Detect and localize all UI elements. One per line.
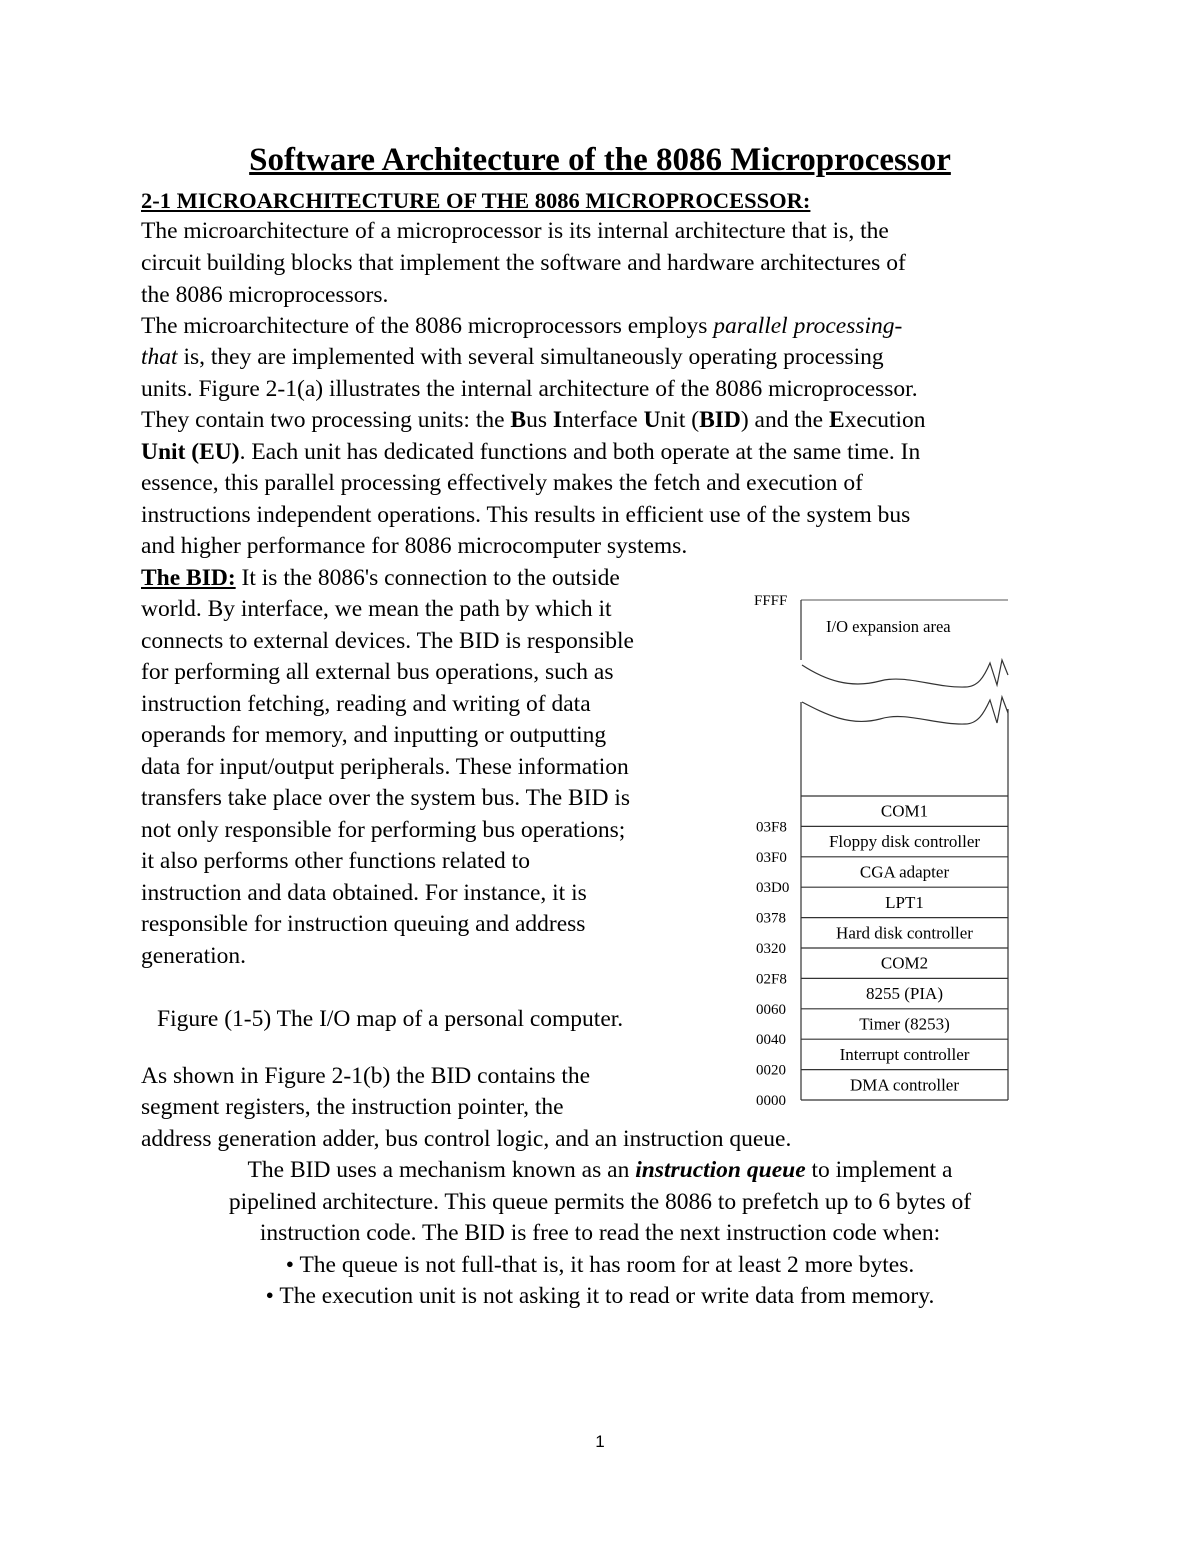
bid-line: connects to external devices. The BID is responsible	[141, 628, 634, 654]
bid-line: for performing all external bus operations, such as	[141, 659, 614, 685]
io-row-label: Hard disk controller	[836, 923, 973, 943]
io-address-label: 0378	[756, 910, 786, 927]
bid-line: generation.	[141, 943, 247, 969]
bullet-item-2: • The execution unit is not asking it to read or write data from memory.	[265, 1283, 935, 1309]
io-address-label: 03F8	[756, 819, 787, 836]
para1-line-1: The microarchitecture of a microprocessor is its internal architecture that is, the	[141, 218, 889, 244]
io-row-label: Floppy disk controller	[828, 832, 981, 852]
bid-line: operands for memory, and inputting or outputting	[141, 722, 607, 748]
para2-line-6: essence, this parallel processing effectively makes the fetch and execution of	[141, 470, 863, 496]
para2-line-8: and higher performance for 8086 microcomputer systems.	[141, 533, 688, 559]
bid-line: it also performs other functions related to	[141, 848, 530, 874]
io-break-line-upper	[802, 660, 1008, 687]
bid-line: not only responsible for performing bus operations;	[141, 817, 626, 843]
para1-line-2: circuit building blocks that implement the software and hardware architectures of	[141, 250, 906, 276]
io-rows	[756, 796, 1008, 1109]
para4-line-1: The BID uses a mechanism known as an instruction queue to implement a	[247, 1157, 953, 1183]
bid-line-1: The BID: It is the 8086's connection to the outside	[141, 565, 620, 591]
section-heading: 2-1 MICROARCHITECTURE OF THE 8086 MICROPROCESSOR:	[141, 188, 811, 213]
figure-caption: Figure (1-5) The I/O map of a personal computer.	[157, 1006, 624, 1032]
para3-line-1: As shown in Figure 2-1(b) the BID contains the	[141, 1063, 591, 1089]
io-address-label: 03D0	[756, 880, 790, 897]
instruction-queue-term: instruction queue	[635, 1157, 806, 1183]
bid-line: transfers take place over the system bus. The BID is	[141, 785, 631, 811]
para2-line-3: units. Figure 2-1(a) illustrates the internal architecture of the 8086 microprocessor.	[141, 376, 918, 402]
para4-line-3: instruction code. The BID is free to read the next instruction code when:	[259, 1220, 941, 1246]
para2-line-4: They contain two processing units: the Bus Interface Unit (BID) and the Execution	[141, 407, 926, 433]
bullet-item-1: • The queue is not full-that is, it has room for at least 2 more bytes.	[285, 1252, 915, 1278]
bid-line: instruction and data obtained. For instance, it is	[141, 880, 587, 906]
bid-label: The BID:	[141, 565, 236, 591]
io-row-label: 8255 (PIA)	[866, 984, 943, 1004]
para3-line-2: segment registers, the instruction pointer, the	[141, 1094, 564, 1120]
io-row-label: Timer (8253)	[859, 1014, 950, 1034]
io-row-label: COM2	[880, 953, 929, 973]
bid-line: instruction fetching, reading and writing of data	[141, 691, 591, 717]
io-address-label: 0000	[756, 1093, 786, 1109]
io-address-label: 0020	[756, 1062, 786, 1079]
io-break-line-lower	[802, 697, 1008, 724]
io-address-label: FFFF	[754, 593, 788, 609]
io-address-label: 03F0	[756, 849, 787, 866]
io-map-figure	[740, 585, 1020, 1110]
io-expansion-label: I/O expansion area	[826, 617, 951, 636]
para3-line-3: address generation adder, bus control logic, and an instruction queue.	[141, 1126, 792, 1152]
para2-line-2: that is, they are implemented with several simultaneously operating processing	[141, 344, 884, 370]
para4-line-2: pipelined architecture. This queue permits the 8086 to prefetch up to 6 bytes of	[228, 1189, 972, 1215]
io-address-label: 0040	[756, 1032, 786, 1049]
bid-line: data for input/output peripherals. These information	[141, 754, 629, 780]
para2-line-1: The microarchitecture of the 8086 microprocessors employs parallel processing-	[141, 313, 903, 339]
io-address-label: 0320	[756, 941, 786, 957]
page-title: Software Architecture of the 8086 Microprocessor	[249, 142, 951, 178]
page-number: 1	[595, 1432, 605, 1451]
para1-line-3: the 8086 microprocessors.	[141, 282, 389, 308]
io-row-label: COM1	[880, 801, 929, 821]
io-row-label: CGA adapter	[859, 862, 950, 882]
io-address-label: 02F8	[756, 971, 787, 988]
bid-line: responsible for instruction queuing and address	[141, 911, 586, 937]
para2-line-5: Unit (EU). Each unit has dedicated functions and both operate at the same time. In	[141, 439, 921, 465]
io-row-label: DMA controller	[849, 1075, 960, 1095]
bid-line: world. By interface, we mean the path by which it	[141, 596, 612, 622]
io-address-label: 0060	[756, 1001, 786, 1018]
para2-line-7: instructions independent operations. This results in efficient use of the system bus	[141, 502, 911, 528]
io-row-label: Interrupt controller	[839, 1044, 970, 1064]
io-row-label: LPT1	[885, 892, 924, 912]
